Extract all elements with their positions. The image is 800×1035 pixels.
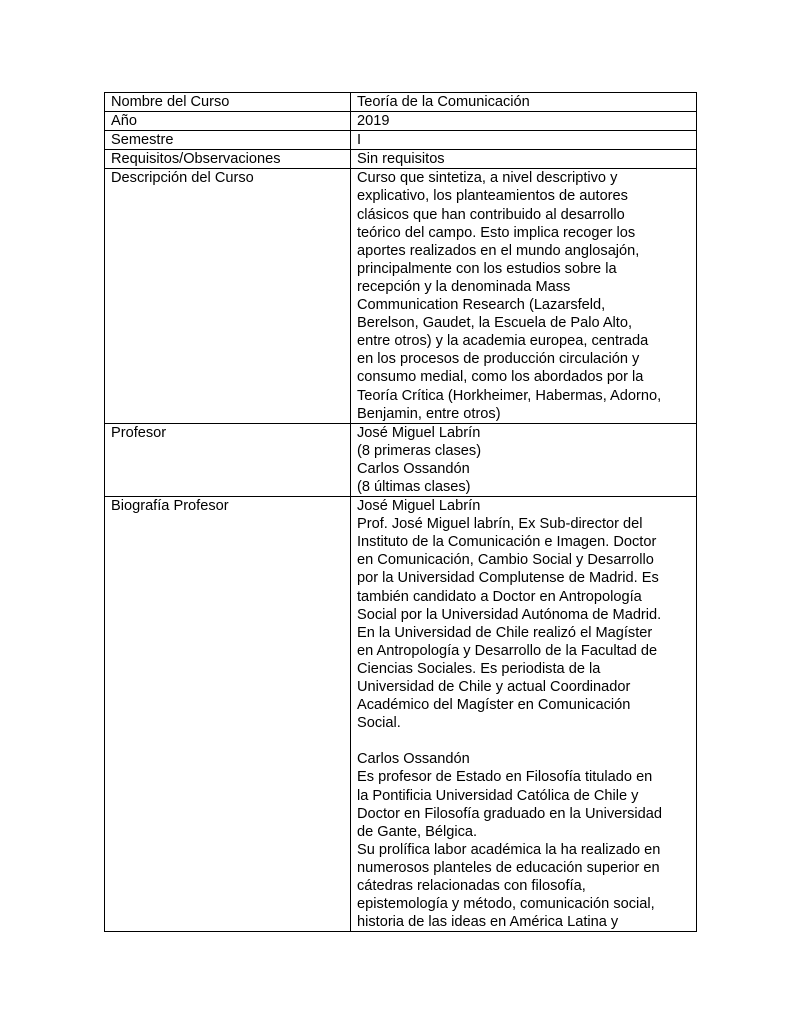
text-line: Curso que sintetiza, a nivel descriptivo y [357,170,618,187]
text-line: Sin requisitos [357,151,445,168]
text-line: entre otros) y la academia europea, centrada [357,333,649,350]
text-line: Berelson, Gaudet, la Escuela de Palo Alto, [357,315,633,332]
text-line: Carlos Ossandón [357,460,470,477]
text-line: clásicos que han contribuido al desarrollo [357,206,625,223]
text-line: Es profesor de Estado en Filosofía titulado en [357,769,653,786]
text-line: de Gante, Bélgica. [357,823,478,840]
row-professor [105,423,697,496]
requirements-label: Requisitos/Observaciones [105,150,351,169]
text-line: Teoría Crítica (Horkheimer, Habermas, Adorno, [357,387,662,404]
course-description-value [351,169,697,423]
professor-value [351,423,697,496]
text-line: Instituto de la Comunicación e Imagen. Doctor [357,534,657,551]
course-description-label: Descripción del Curso [105,169,351,423]
year-value [351,112,697,131]
text-line: numerosos planteles de educación superior en [357,859,660,876]
text-line: también candidato a Doctor en Antropología [357,588,642,605]
text-line: En la Universidad de Chile realizó el Magíster [357,624,653,641]
course-info-body [105,93,697,932]
text-line: cátedras relacionadas con filosofía, [357,878,586,895]
text-line: (8 últimas clases) [357,478,471,495]
text-line: aportes realizados en el mundo anglosajón, [357,242,640,259]
professor-label: Profesor [105,423,351,496]
text-line: la Pontificia Universidad Católica de Chile y [357,787,639,804]
text-line [357,732,690,750]
text-line: José Miguel Labrín [357,424,481,441]
semester-value [351,131,697,150]
text-line: principalmente con los estudios sobre la [357,260,617,277]
row-professor-biography [105,497,697,932]
text-line: historia de las ideas en América Latina y [357,914,619,931]
text-line: José Miguel Labrín [357,498,481,515]
text-line: en los procesos de producción circulación y [357,351,640,368]
text-line: en Antropología y Desarrollo de la Facultad de [357,642,658,659]
semester-label: Semestre [105,131,351,150]
text-line: Su prolífica labor académica la ha realizado en [357,841,661,858]
text-line: explicativo, los planteamientos de autores [357,188,628,205]
row-year [105,112,697,131]
professor-biography-label: Biografía Profesor [105,497,351,932]
text-line: Teoría de la Comunicación [357,94,530,110]
row-requirements [105,150,697,169]
text-line: Prof. José Miguel labrín, Ex Sub-director del [357,516,643,533]
text-line: Benjamin, entre otros) [357,405,501,422]
text-line: en Comunicación, Cambio Social y Desarrollo [357,552,654,569]
text-line: 2019 [357,113,390,130]
row-semester [105,131,697,150]
text-line: Social por la Universidad Autónoma de Madrid. [357,606,662,623]
text-line: Social. [357,715,401,732]
text-line: teórico del campo. Esto implica recoger los [357,224,636,241]
text-line: por la Universidad Complutense de Madrid. Es [357,570,659,587]
course-name-label: Nombre del Curso [105,93,351,112]
row-course-name [105,93,697,112]
text-line: Carlos Ossandón [357,751,470,768]
course-info-table [104,92,697,932]
text-line: epistemología y método, comunicación social, [357,896,655,913]
course-name-value [351,93,697,112]
text-line: consumo medial, como los abordados por la [357,369,644,386]
text-line: Académico del Magíster en Comunicación [357,697,631,714]
year-label: Año [105,112,351,131]
text-line: Ciencias Sociales. Es periodista de la [357,660,601,677]
professor-biography-value [351,497,697,932]
text-line: recepción y la denominada Mass [357,278,571,295]
text-line: I [357,132,362,149]
text-line: Communication Research (Lazarsfeld, [357,297,606,314]
requirements-value [351,150,697,169]
row-course-description [105,169,697,423]
text-line: Universidad de Chile y actual Coordinador [357,679,631,695]
text-line: (8 primeras clases) [357,442,482,459]
text-line: Doctor en Filosofía graduado en la Universidad [357,805,663,822]
